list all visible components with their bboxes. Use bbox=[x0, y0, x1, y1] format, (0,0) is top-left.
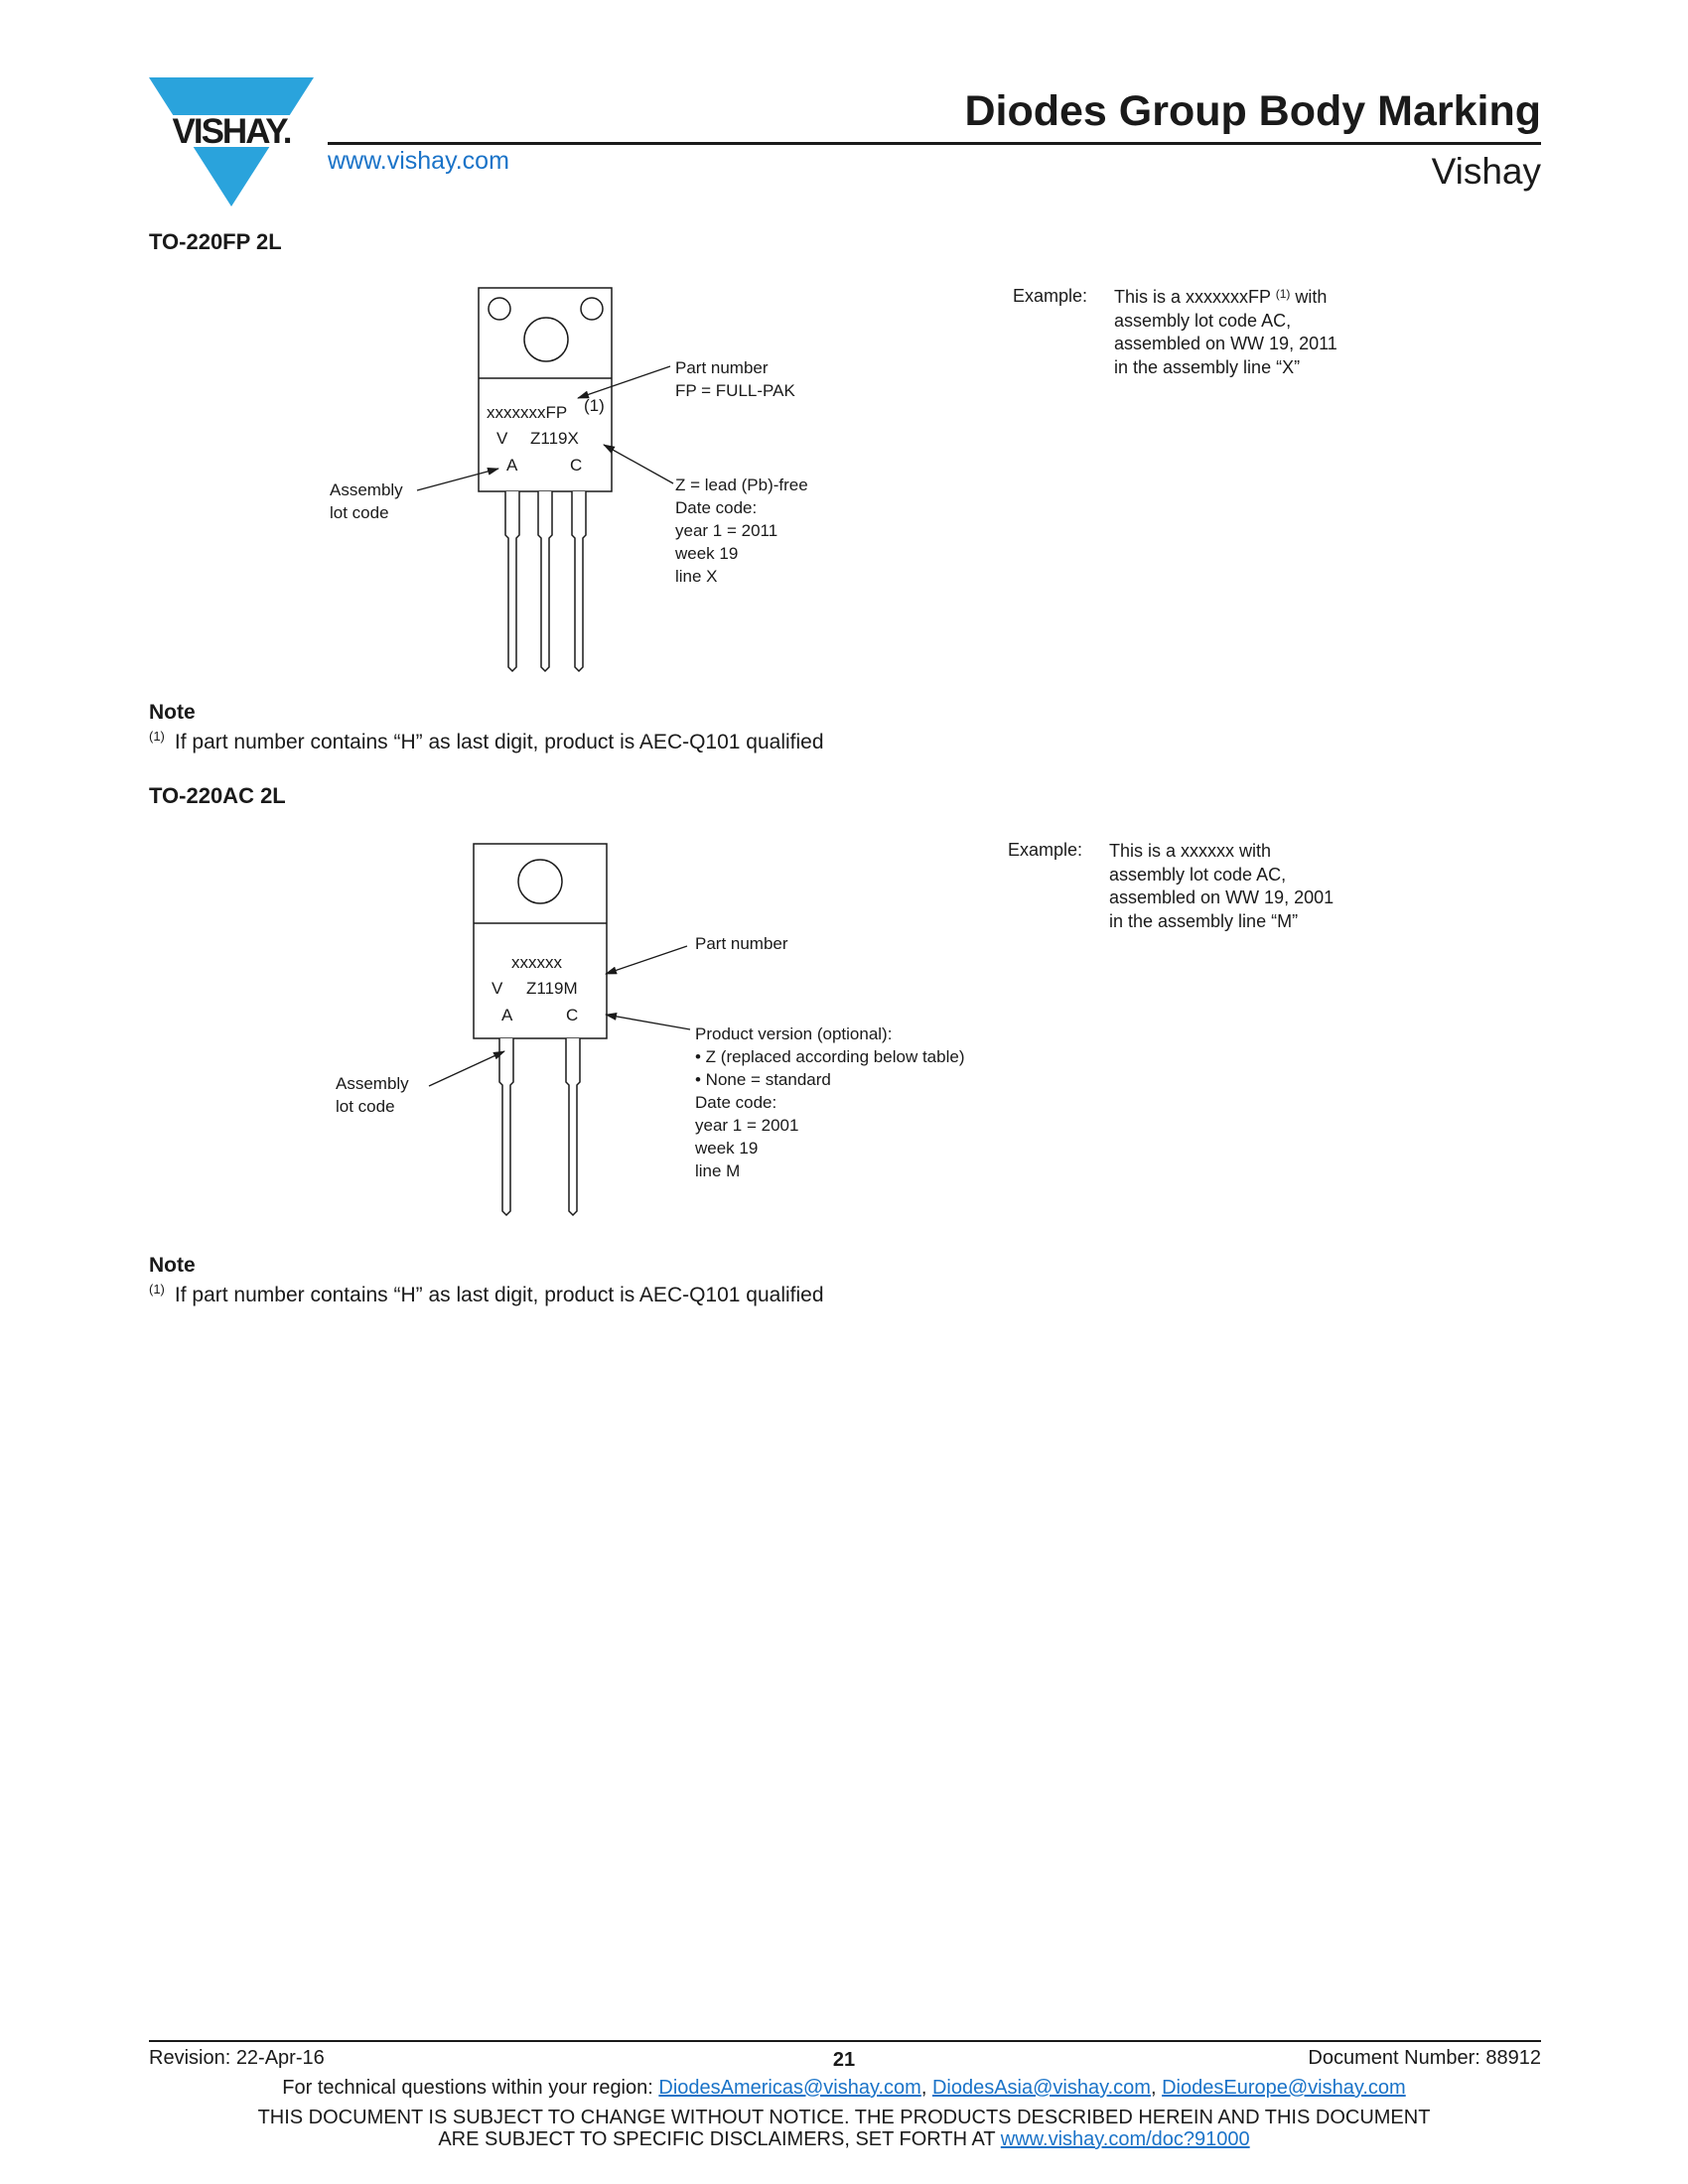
header-website-link[interactable]: www.vishay.com bbox=[328, 147, 509, 175]
arrow-date-code bbox=[606, 1015, 690, 1029]
svg-text:FP = FULL-PAK: FP = FULL-PAK bbox=[675, 381, 795, 400]
marking-date-code: Z119X bbox=[530, 429, 579, 448]
marking-date-code: Z119M bbox=[526, 979, 578, 998]
marking-part-number: xxxxxxxFP bbox=[487, 403, 568, 422]
email-americas-link[interactable]: DiodesAmericas@vishay.com bbox=[658, 2077, 921, 2099]
svg-text:Assembly: Assembly bbox=[336, 1074, 409, 1093]
example-text: This is a xxxxxx with assembly lot code AC, assembled on WW 19, 2001 in the assembly line “M” bbox=[1109, 841, 1335, 931]
marking-a: A bbox=[506, 456, 518, 475]
email-europe-link[interactable]: DiodesEurope@vishay.com bbox=[1162, 2077, 1406, 2099]
header-rule bbox=[328, 142, 1541, 145]
marking-v: V bbox=[492, 979, 503, 998]
arrow-assembly bbox=[429, 1051, 504, 1086]
svg-text:week 19: week 19 bbox=[675, 544, 739, 563]
package-leads bbox=[499, 1038, 580, 1215]
marking-superscript: (1) bbox=[584, 396, 605, 415]
diagram-to220fp bbox=[318, 282, 874, 679]
package-body bbox=[474, 844, 607, 1038]
logo-text: VISHAY. bbox=[172, 112, 291, 151]
svg-text:Date code:: Date code: bbox=[695, 1093, 777, 1112]
marking-c: C bbox=[570, 456, 583, 475]
svg-text:• Z (replaced according below: • Z (replaced according below table) bbox=[695, 1047, 965, 1066]
svg-text:Part number: Part number bbox=[675, 358, 769, 377]
section-title-to220ac: TO-220AC 2L bbox=[149, 783, 286, 808]
note-text: $^{(1)}$ If part number contains “H” as last digit, product is AEC-Q101 qualified bbox=[149, 1282, 824, 1306]
svg-text:Date code:: Date code: bbox=[675, 498, 758, 517]
example-label: Example: bbox=[1008, 840, 1083, 860]
note-title: Note bbox=[149, 1254, 196, 1277]
footer-revision: Revision: 22-Apr-16 bbox=[149, 2047, 325, 2069]
callout-product-version bbox=[694, 1024, 964, 1180]
email-asia-link[interactable]: DiodesAsia@vishay.com bbox=[931, 2077, 1151, 2099]
svg-text:line X: line X bbox=[675, 567, 718, 586]
svg-text:Assembly: Assembly bbox=[330, 480, 403, 499]
marking-v: V bbox=[496, 429, 508, 448]
svg-text:lot code: lot code bbox=[330, 503, 389, 522]
callout-date-code bbox=[674, 476, 808, 586]
arrow-date-code bbox=[604, 445, 673, 483]
note-text: $^{(1)}$ If part number contains “H” as last digit, product is AEC-Q101 qualified bbox=[149, 729, 824, 753]
svg-text:year 1 = 2011: year 1 = 2011 bbox=[675, 521, 778, 540]
svg-text:week 19: week 19 bbox=[695, 1139, 759, 1158]
marking-c: C bbox=[566, 1006, 579, 1024]
diagram-to220ac bbox=[318, 838, 1033, 1225]
callout-part-number bbox=[695, 934, 788, 953]
section-title-to220fp: TO-220FP 2L bbox=[149, 229, 282, 254]
example-text: This is a xxxxxxxFP $^{(1)}$ with assembly lot code AC, assembled on WW 19, 2011 in the assembly line “X” bbox=[1114, 287, 1337, 377]
callout-part-number bbox=[675, 358, 795, 400]
arrow-part-number bbox=[606, 946, 687, 974]
footer-disclaimer: THIS DOCUMENT IS SUBJECT TO CHANGE WITHOUT NOTICE. THE PRODUCTS DESCRIBED HEREIN AND THIS DOCUMENT ARE SUBJECT TO SPECIFIC DISCLAIMERS, SET FORTH AT www.vishay.com/doc?91000 bbox=[257, 2107, 1431, 2150]
svg-text:lot code: lot code bbox=[336, 1097, 395, 1116]
page-title: Diodes Group Body Marking bbox=[964, 87, 1541, 135]
vishay-logo[interactable] bbox=[147, 75, 316, 208]
svg-text:Z = lead (Pb)-free: Z = lead (Pb)-free bbox=[675, 476, 808, 494]
svg-text:line M: line M bbox=[695, 1161, 741, 1180]
footer-rule bbox=[149, 2040, 1541, 2042]
package-body bbox=[479, 288, 612, 491]
disclaimer-link[interactable]: www.vishay.com/doc?91000 bbox=[1000, 2128, 1250, 2150]
callout-assembly-lot-code bbox=[336, 1074, 409, 1116]
callout-assembly-lot-code bbox=[330, 480, 403, 522]
note-title: Note bbox=[149, 701, 196, 724]
package-leads bbox=[505, 491, 586, 671]
document-number: Document Number: 88912 bbox=[1308, 2047, 1541, 2069]
example-label: Example: bbox=[1013, 286, 1088, 306]
svg-text:year 1 = 2001: year 1 = 2001 bbox=[695, 1116, 799, 1135]
page-number: 21 bbox=[832, 2049, 856, 2071]
marking-part-number: xxxxxx bbox=[511, 953, 562, 972]
svg-text:Part number: Part number bbox=[695, 934, 788, 953]
footer-contact: For technical questions within your region: DiodesAmericas@vishay.com, DiodesAsia@vishay.com, DiodesEurope@vishay.com bbox=[282, 2077, 1406, 2099]
header-company: Vishay bbox=[1431, 151, 1541, 192]
svg-text:• None = standard: • None = standard bbox=[695, 1070, 831, 1089]
marking-a: A bbox=[501, 1006, 513, 1024]
svg-text:Product version (optional):: Product version (optional): bbox=[695, 1024, 893, 1043]
